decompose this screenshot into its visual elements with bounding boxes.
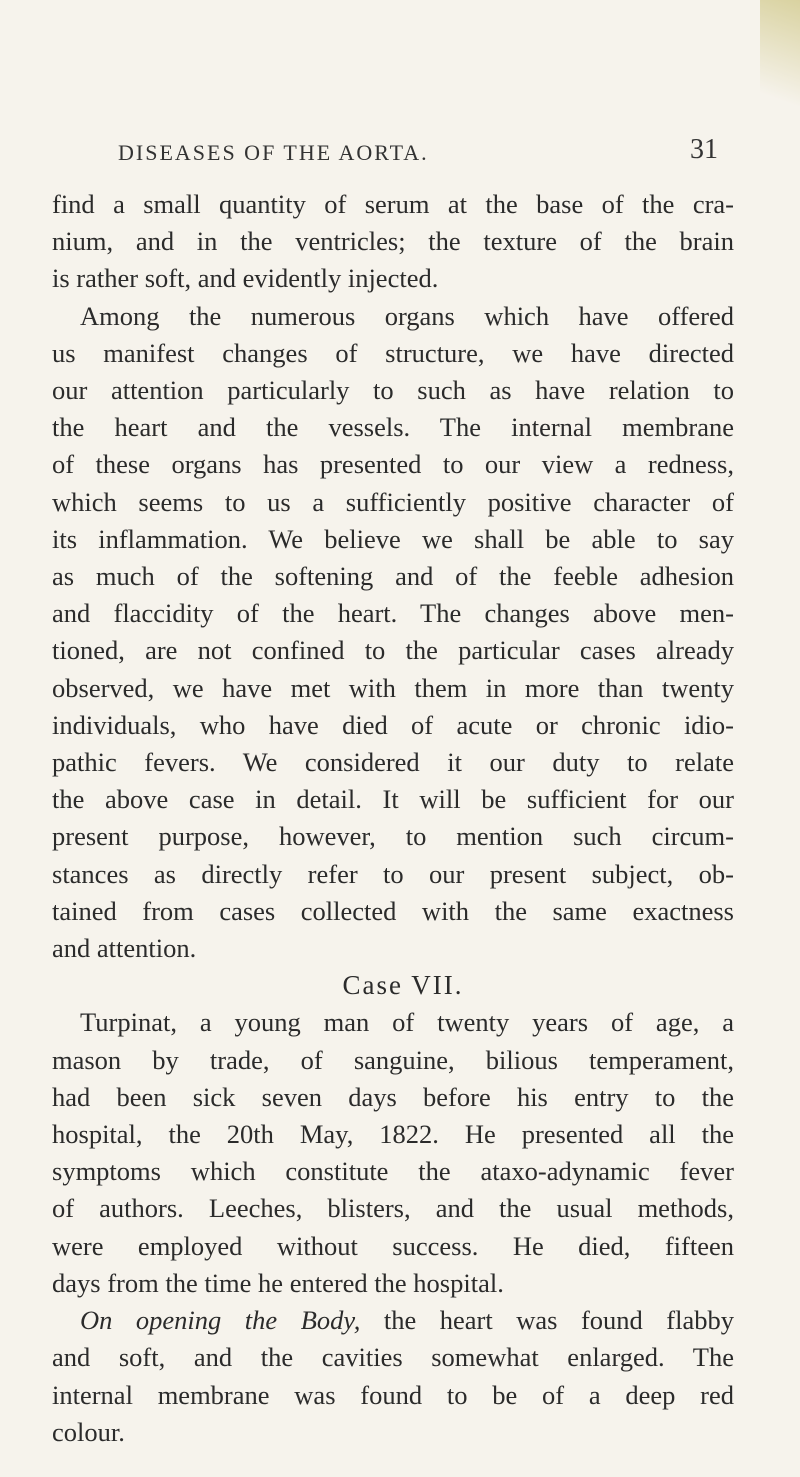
text-line: us manifest changes of structure, we have directed [52, 337, 734, 368]
text-line: pathic fevers. We considered it our duty to relate [52, 747, 734, 778]
text-span: the heart was found flabby [360, 1305, 735, 1336]
text-line [52, 1302, 734, 1339]
page-header [118, 134, 718, 180]
text-line: which seems to us a sufficiently positive character of [52, 486, 734, 517]
text-line: tained from cases collected with the same exactness [52, 895, 734, 926]
case-heading: Case VII. [342, 970, 464, 1001]
text-line: had been sick seven days before his entry to the [52, 1081, 734, 1112]
text-line: and soft, and the cavities somewhat enlarged. The [52, 1342, 734, 1373]
text-line: were employed without success. He died, fifteen [52, 1230, 734, 1261]
text-line: the heart and the vessels. The internal membrane [52, 412, 734, 443]
italic-lead: On opening the Body, [80, 1305, 361, 1336]
text-line: symptoms which constitute the ataxo-adynamic fever [52, 1156, 734, 1187]
text-line: individuals, who have died of acute or chronic idio- [52, 709, 734, 740]
text-line: as much of the softening and of the feeble adhesion [52, 561, 734, 592]
text-line: and attention. [52, 933, 197, 964]
text-line: of authors. Leeches, blisters, and the usual methods, [52, 1193, 734, 1224]
text-line: its inflammation. We believe we shall be able to say [52, 523, 734, 554]
running-head: DISEASES OF THE AORTA. [118, 140, 429, 165]
text-line: observed, we have met with them in more than twenty [52, 672, 734, 703]
text-line: the above case in detail. It will be sufficient for our [52, 784, 734, 815]
text-line: our attention particularly to such as have relation to [52, 375, 734, 406]
text-line: mason by trade, of sanguine, bilious temperament, [52, 1044, 734, 1075]
text-line: nium, and in the ventricles; the texture of the brain [52, 226, 734, 257]
text-line: stances as directly refer to our present subject, ob- [52, 858, 734, 889]
text-line: days from the time he entered the hospital. [52, 1267, 504, 1298]
text-line: Turpinat, a young man of twenty years of age, a [80, 1007, 734, 1038]
text-line: colour. [52, 1416, 125, 1447]
text-line: and flaccidity of the heart. The changes above men- [52, 598, 734, 629]
text-line: find a small quantity of serum at the base of the cra- [52, 189, 734, 219]
page-stain [760, 0, 800, 120]
text-line: internal membrane was found to be of a deep red [52, 1379, 734, 1410]
text-line: tioned, are not confined to the particular cases already [52, 635, 734, 666]
text-line: Among the numerous organs which have offered [80, 300, 734, 331]
body-text [52, 186, 734, 1451]
text-line: hospital, the 20th May, 1822. He presented all the [52, 1119, 734, 1150]
page-number: 31 [690, 134, 718, 165]
text-line: is rather soft, and evidently injected. [52, 263, 439, 294]
text-line: present purpose, however, to mention such circum- [52, 821, 734, 852]
text-line: of these organs has presented to our view a redness, [52, 449, 734, 480]
